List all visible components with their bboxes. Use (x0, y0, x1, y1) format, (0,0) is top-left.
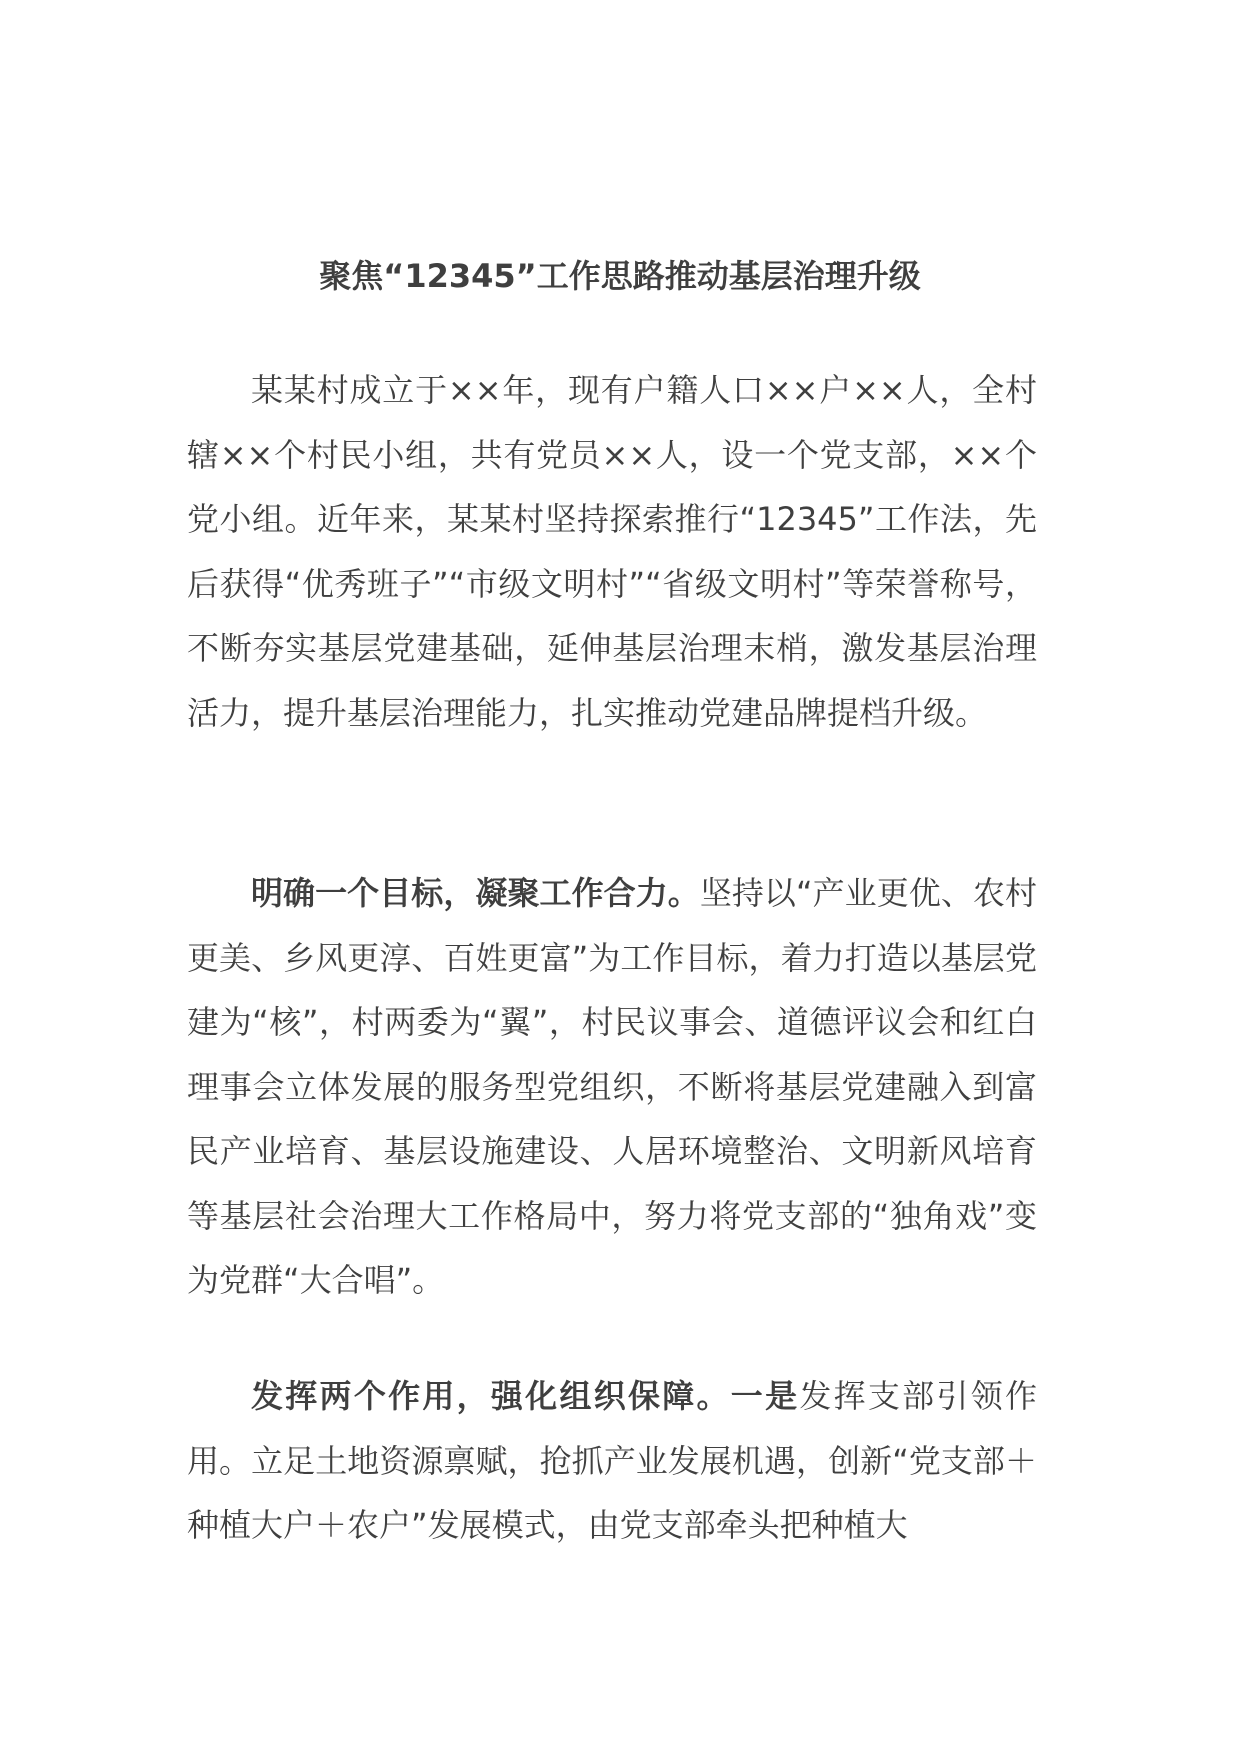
paragraph-lead: 明确一个目标，凝聚工作合力。 (251, 874, 700, 912)
paragraph-text: 某某村成立于××年，现有户籍人口××户××人，全村辖××个村民小组，共有党员××人，设一个党支部，××个党小组。近年来，某某村坚持探索推行“12345”工作法，先后获得“优秀班子”“市级文明村”“省级文明村”等荣誉称号，不断夯实基层党建基础，延伸基层治理末梢，激发基层治理活力，提升基层治理能力，扎实推动党建品牌提档升级。 (187, 371, 1037, 732)
paragraph-roles (187, 1364, 1037, 1558)
paragraph-text: 坚持以“产业更优、农村更美、乡风更淳、百姓更富”为工作目标，着力打造以基层党建为“核”，村两委为“翼”，村民议事会、道德评议会和红白理事会立体发展的服务型党组织，不断将基层党建融入到富民产业培育、基层设施建设、人居环境整治、文明新风培育等基层社会治理大工作格局中，努力将党支部的“独角戏”变为党群“大合唱”。 (187, 874, 1037, 1299)
document-title: 聚焦“12345”工作思路推动基层治理升级 (319, 257, 921, 295)
paragraph-text: 发挥支部引领作用。立足土地资源禀赋，抢抓产业发展机遇，创新“党支部＋种植大户＋农户”发展模式，由党支部牵头把种植大 (187, 1377, 1037, 1544)
paragraph-intro (187, 358, 1037, 745)
paragraph-goal (187, 861, 1037, 1313)
paragraph-lead: 发挥两个作用，强化组织保障。一是 (251, 1377, 800, 1415)
